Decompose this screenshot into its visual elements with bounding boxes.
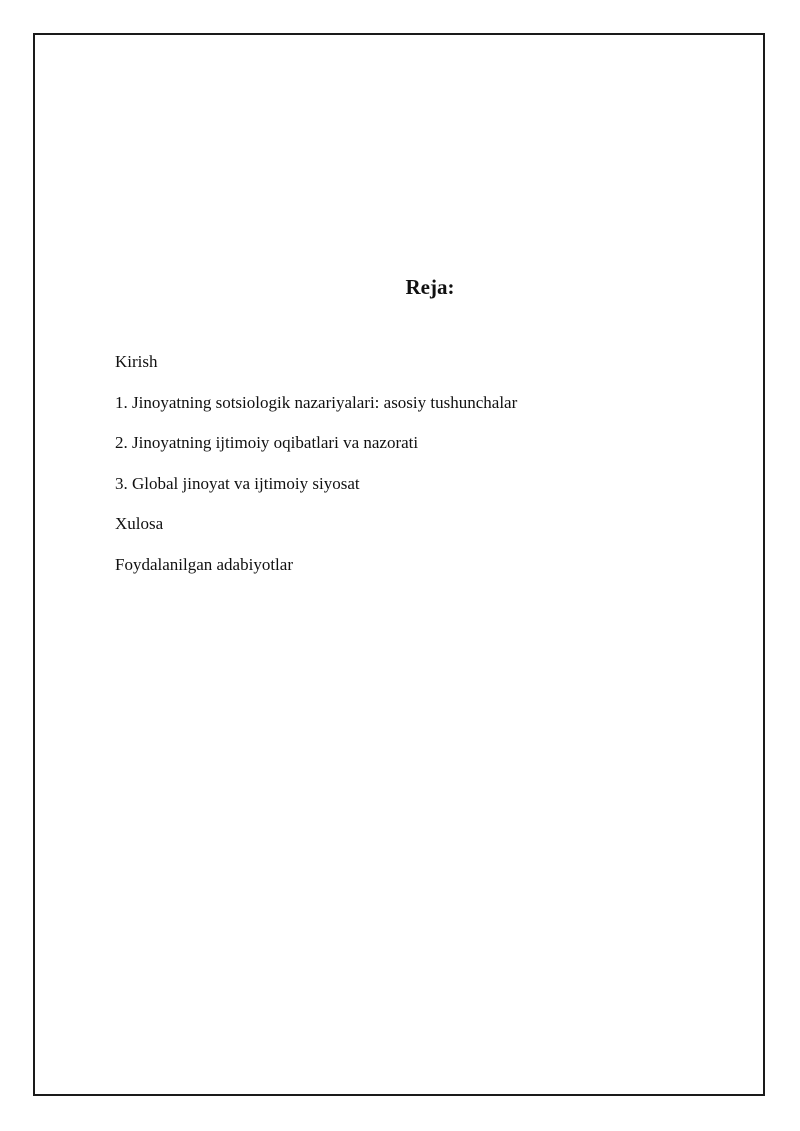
plan-list [115, 352, 517, 595]
plan-item-chapter-2: 2. Jinoyatning ijtimoiy oqibatlari va nazorati [115, 433, 419, 452]
plan-item-chapter-1: 1. Jinoyatning sotsiologik nazariyalari: asosiy tushunchalar [115, 392, 518, 412]
plan-item-conclusion: Xulosa [115, 514, 164, 533]
plan-item-introduction: Kirish [115, 352, 158, 371]
plan-item-chapter-3: 3. Global jinoyat va ijtimoiy siyosat [115, 473, 360, 493]
plan-heading: Reja: [405, 275, 455, 299]
plan-item-references: Foydalanilgan adabiyotlar [115, 554, 293, 574]
